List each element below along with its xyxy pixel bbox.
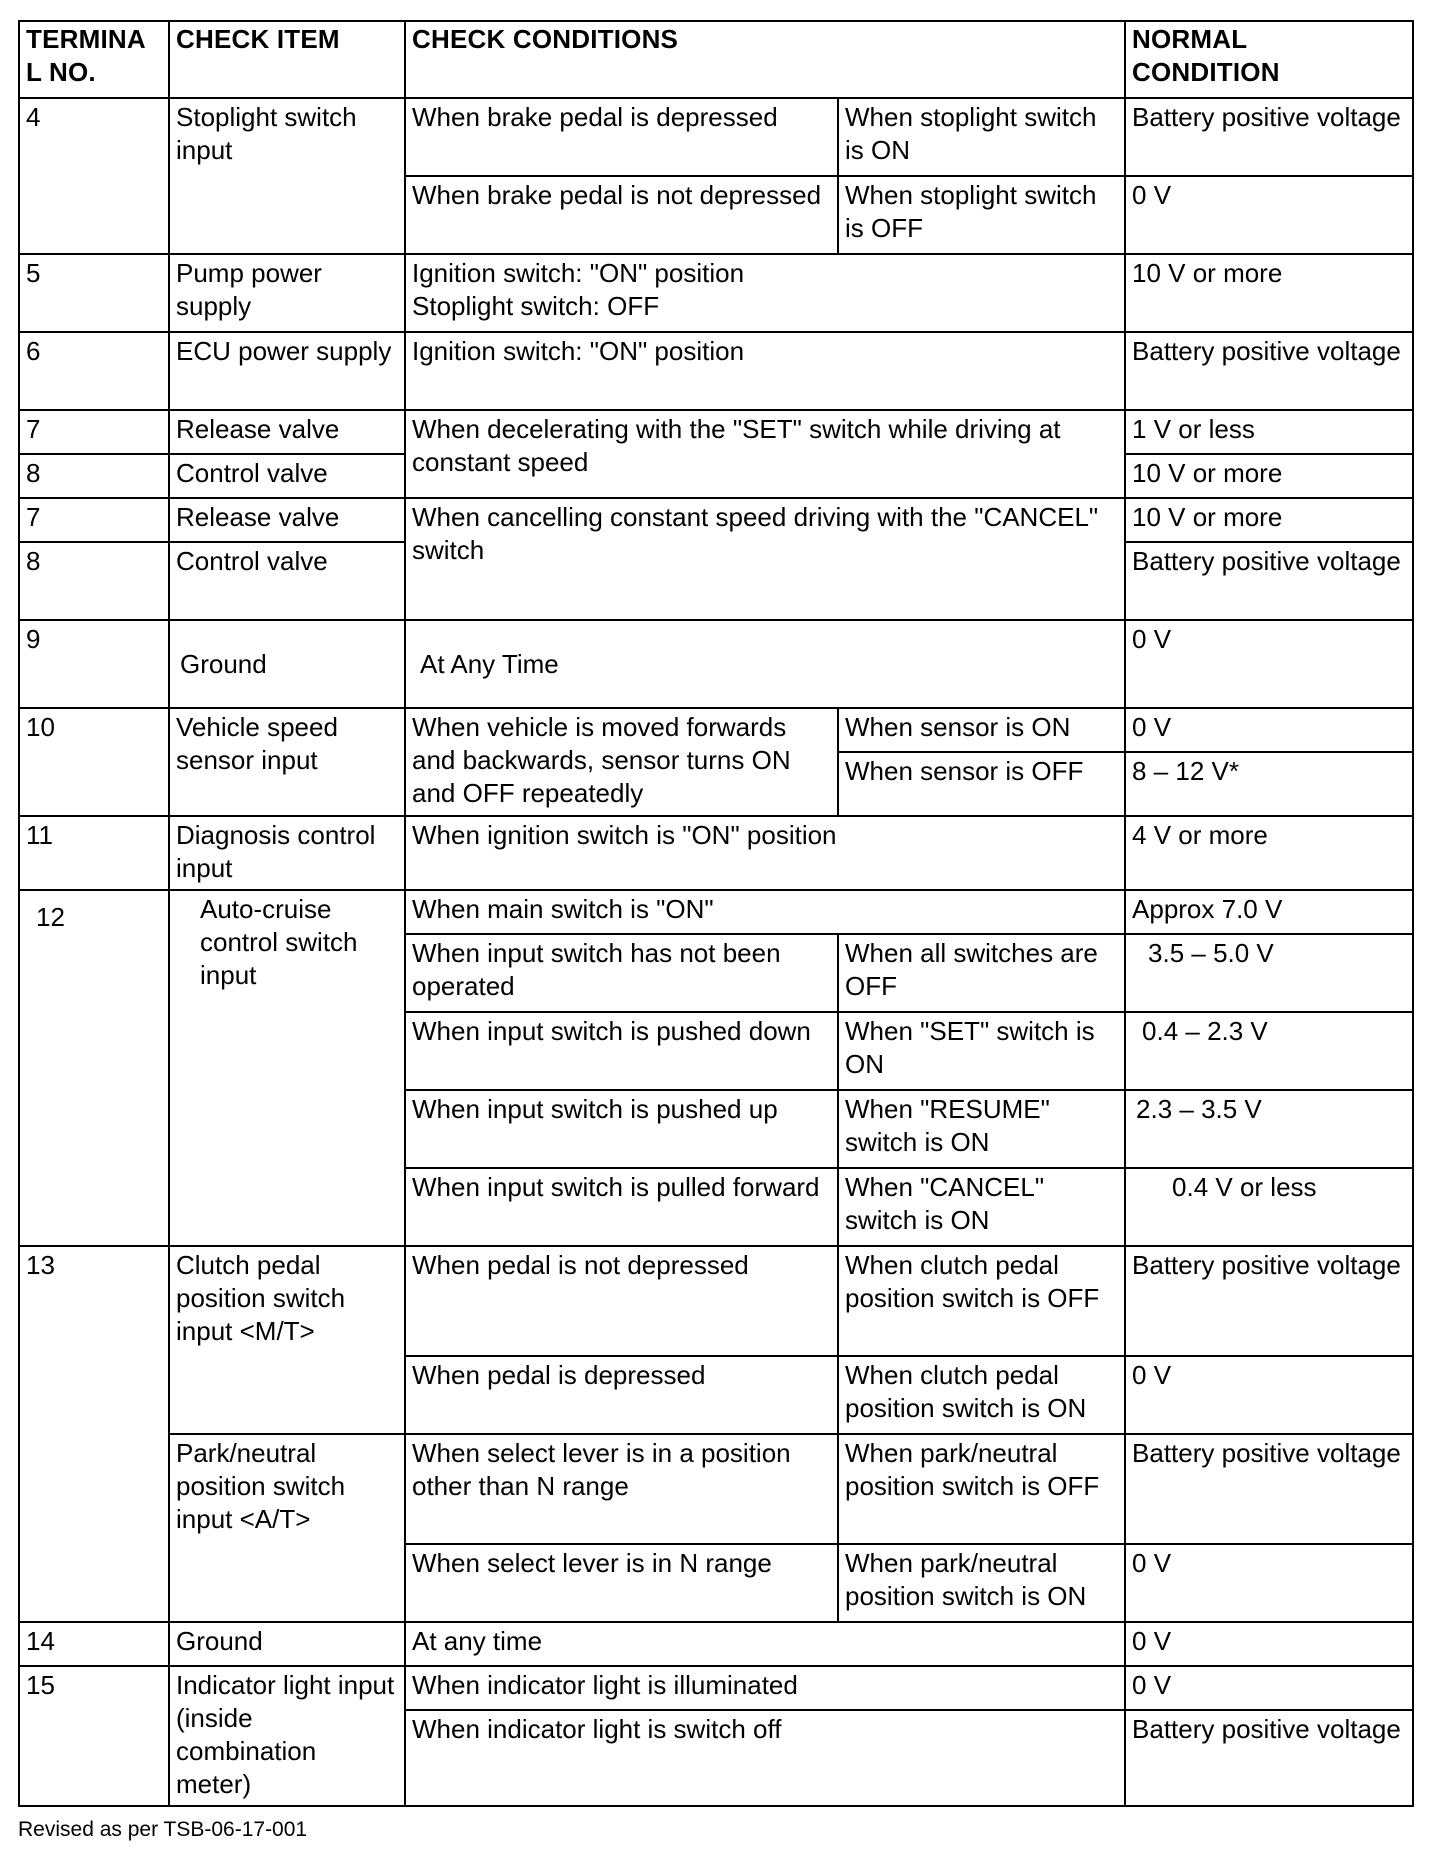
check-condition: When brake pedal is not depressed	[405, 176, 838, 254]
normal-condition: 2.3 – 3.5 V	[1125, 1090, 1413, 1168]
check-item: Indicator light input (inside combination meter)	[169, 1666, 405, 1806]
terminal-no: 12	[19, 890, 169, 1246]
check-item: ECU power supply	[169, 332, 405, 410]
terminal-no: 9	[19, 620, 169, 708]
table-row	[19, 410, 1413, 454]
terminal-no: 8	[19, 454, 169, 498]
check-condition-detail: When clutch pedal position switch is OFF	[838, 1246, 1125, 1356]
table-row	[19, 890, 1413, 934]
check-condition: When input switch is pushed down	[405, 1012, 838, 1090]
terminal-no: 8	[19, 542, 169, 620]
normal-condition: Battery positive voltage	[1125, 98, 1413, 176]
normal-condition: 0 V	[1125, 708, 1413, 752]
normal-condition: 10 V or more	[1125, 254, 1413, 332]
terminal-no: 7	[19, 410, 169, 454]
normal-condition: Battery positive voltage	[1125, 332, 1413, 410]
table-row	[19, 1666, 1413, 1710]
check-condition-detail: When "CANCEL" switch is ON	[838, 1168, 1125, 1246]
check-condition: When cancelling constant speed driving with the "CANCEL" switch	[405, 498, 1125, 620]
check-item: Release valve	[169, 410, 405, 454]
check-condition: When indicator light is switch off	[405, 1710, 1125, 1806]
check-condition: When input switch has not been operated	[405, 934, 838, 1012]
check-condition: Ignition switch: "ON" position Stoplight switch: OFF	[405, 254, 1125, 332]
check-condition: When indicator light is illuminated	[405, 1666, 1125, 1710]
normal-condition: 0 V	[1125, 1544, 1413, 1622]
check-condition: When select lever is in N range	[405, 1544, 838, 1622]
check-condition-detail: When "RESUME" switch is ON	[838, 1090, 1125, 1168]
check-condition-detail: When park/neutral position switch is OFF	[838, 1434, 1125, 1544]
check-item: Clutch pedal position switch input <M/T>	[169, 1246, 405, 1434]
check-condition-detail: When "SET" switch is ON	[838, 1012, 1125, 1090]
header-row	[19, 21, 1413, 98]
check-condition: At Any Time	[405, 620, 1125, 708]
normal-condition: 0 V	[1125, 176, 1413, 254]
header-normal-condition: NORMAL CONDITION	[1125, 21, 1413, 98]
terminal-no: 7	[19, 498, 169, 542]
normal-condition: 0 V	[1125, 1622, 1413, 1666]
table-row	[19, 332, 1413, 410]
normal-condition: 10 V or more	[1125, 498, 1413, 542]
check-condition: When pedal is not depressed	[405, 1246, 838, 1356]
normal-condition: 1 V or less	[1125, 410, 1413, 454]
terminal-check-document	[18, 20, 1412, 1807]
terminal-no: 11	[19, 816, 169, 890]
terminal-no: 10	[19, 708, 169, 816]
normal-condition: 0 V	[1125, 1666, 1413, 1710]
check-item: Ground	[169, 1622, 405, 1666]
normal-condition: 0 V	[1125, 620, 1413, 708]
check-item: Ground	[169, 620, 405, 708]
check-item: Auto-cruise control switch input	[169, 890, 405, 1246]
normal-condition: 10 V or more	[1125, 454, 1413, 498]
check-condition: When input switch is pushed up	[405, 1090, 838, 1168]
check-condition-detail: When sensor is OFF	[838, 752, 1125, 816]
revision-footnote: Revised as per TSB-06-17-001	[18, 1818, 308, 1841]
terminal-no: 4	[19, 98, 169, 254]
table-row	[19, 1246, 1413, 1356]
normal-condition: Battery positive voltage	[1125, 1434, 1413, 1544]
check-item: Stoplight switch input	[169, 98, 405, 254]
check-condition: When input switch is pulled forward	[405, 1168, 838, 1246]
check-item: Park/neutral position switch input <A/T>	[169, 1434, 405, 1622]
check-condition: When main switch is "ON"	[405, 890, 1125, 934]
header-check-conditions: CHECK CONDITIONS	[405, 21, 1125, 98]
check-item: Release valve	[169, 498, 405, 542]
header-check-item: CHECK ITEM	[169, 21, 405, 98]
table-row	[19, 620, 1413, 708]
terminal-check-table	[18, 20, 1414, 1807]
terminal-no: 6	[19, 332, 169, 410]
normal-condition: 3.5 – 5.0 V	[1125, 934, 1413, 1012]
check-condition-detail: When all switches are OFF	[838, 934, 1125, 1012]
header-terminal: TERMINA L NO.	[19, 21, 169, 98]
check-condition: When decelerating with the "SET" switch while driving at constant speed	[405, 410, 1125, 498]
normal-condition: Battery positive voltage	[1125, 1246, 1413, 1356]
check-condition-detail: When stoplight switch is ON	[838, 98, 1125, 176]
normal-condition: Approx 7.0 V	[1125, 890, 1413, 934]
table-row	[19, 254, 1413, 332]
check-condition-detail: When clutch pedal position switch is ON	[838, 1356, 1125, 1434]
terminal-no: 15	[19, 1666, 169, 1806]
normal-condition: Battery positive voltage	[1125, 1710, 1413, 1806]
check-condition: When ignition switch is "ON" position	[405, 816, 1125, 890]
terminal-no: 5	[19, 254, 169, 332]
check-condition: At any time	[405, 1622, 1125, 1666]
normal-condition: 0.4 – 2.3 V	[1125, 1012, 1413, 1090]
check-condition-detail: When sensor is ON	[838, 708, 1125, 752]
normal-condition: 0 V	[1125, 1356, 1413, 1434]
table-row	[19, 1434, 1413, 1544]
terminal-no: 13	[19, 1246, 169, 1622]
check-condition: Ignition switch: "ON" position	[405, 332, 1125, 410]
table-row	[19, 1622, 1413, 1666]
check-condition: When select lever is in a position other than N range	[405, 1434, 838, 1544]
terminal-no: 14	[19, 1622, 169, 1666]
table-row	[19, 98, 1413, 176]
check-condition: When vehicle is moved forwards and backwards, sensor turns ON and OFF repeatedly	[405, 708, 838, 816]
normal-condition: 4 V or more	[1125, 816, 1413, 890]
normal-condition: Battery positive voltage	[1125, 542, 1413, 620]
table-row	[19, 708, 1413, 752]
check-item: Control valve	[169, 454, 405, 498]
check-item: Pump power supply	[169, 254, 405, 332]
check-item: Control valve	[169, 542, 405, 620]
check-condition: When pedal is depressed	[405, 1356, 838, 1434]
check-item: Diagnosis control input	[169, 816, 405, 890]
check-condition-detail: When stoplight switch is OFF	[838, 176, 1125, 254]
check-condition-detail: When park/neutral position switch is ON	[838, 1544, 1125, 1622]
table-row	[19, 816, 1413, 890]
normal-condition: 0.4 V or less	[1125, 1168, 1413, 1246]
check-item: Vehicle speed sensor input	[169, 708, 405, 816]
table-row	[19, 498, 1413, 542]
normal-condition: 8 – 12 V*	[1125, 752, 1413, 816]
check-condition: When brake pedal is depressed	[405, 98, 838, 176]
